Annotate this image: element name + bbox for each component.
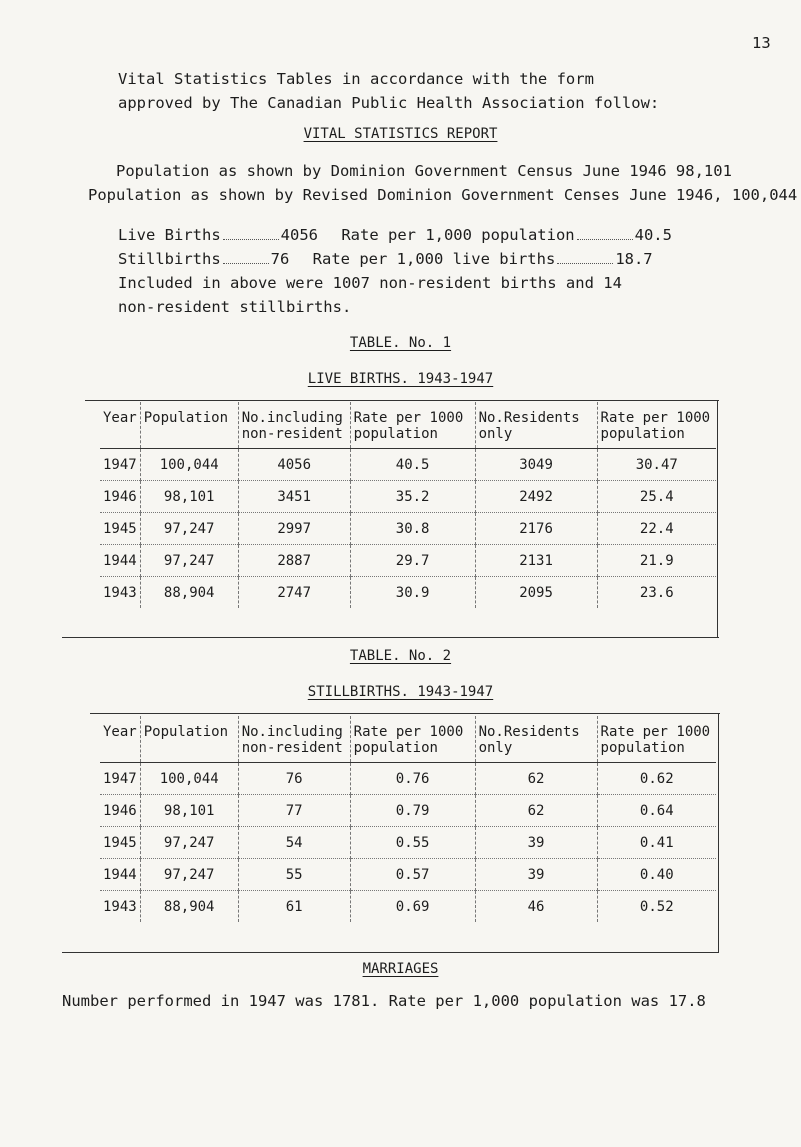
year-cell: 1946	[103, 802, 137, 819]
table2-header-residents: No.Residents only	[475, 716, 597, 763]
table2-right-rule	[718, 713, 719, 953]
table1-top-rule	[85, 400, 719, 401]
year-cell: 1947	[103, 456, 137, 473]
table-row	[100, 545, 716, 577]
resident-rate-cell: 22.4	[597, 513, 716, 545]
count-cell: 2997	[238, 513, 350, 545]
resident-rate-cell: 0.40	[597, 859, 716, 891]
table2-label: TABLE. No. 2	[349, 648, 452, 664]
live-births-label: Live Births	[118, 226, 221, 244]
resident-rate-cell: 23.6	[597, 577, 716, 609]
live-births-rate-value: 40.5	[634, 226, 672, 244]
rate-cell: 30.9	[350, 577, 475, 609]
table1-header-residents: No.Residents only	[475, 402, 597, 449]
rate-cell: 35.2	[350, 481, 475, 513]
intro-line-2: approved by The Canadian Public Health Association follow:	[118, 94, 660, 112]
note-line-2: non-resident stillbirths.	[118, 298, 352, 316]
marriages-title: MARRIAGES	[362, 961, 439, 977]
dot-leader	[223, 229, 279, 240]
population-cell: 97,247	[140, 859, 238, 891]
population-census-line: Population as shown by Dominion Government Census June 1946 98,101	[116, 162, 732, 180]
resident-rate-cell: 0.64	[597, 795, 716, 827]
stillbirths-rate-value: 18.7	[615, 250, 653, 268]
table1-label: TABLE. No. 1	[349, 335, 452, 351]
table1-header-including: No.including non-resident	[238, 402, 350, 449]
resident-count-cell: 39	[475, 827, 597, 859]
count-cell: 77	[238, 795, 350, 827]
resident-count-cell: 2095	[475, 577, 597, 609]
marriages-text: Number performed in 1947 was 1781. Rate per 1,000 population was 17.8	[62, 992, 706, 1010]
table2-stillbirths	[100, 716, 716, 922]
population-cell: 88,904	[140, 577, 238, 609]
year-cell: 1943	[103, 584, 137, 601]
table2-header-including: No.including non-resident	[238, 716, 350, 763]
year-cell: 1947	[103, 770, 137, 787]
table2-header-population: Population	[140, 716, 238, 763]
page-number: 13	[752, 34, 771, 52]
rate-cell: 29.7	[350, 545, 475, 577]
stillbirths-rate-label: Rate per 1,000 live births	[312, 250, 556, 268]
dot-leader	[577, 229, 633, 240]
rate-cell: 0.57	[350, 859, 475, 891]
table2-header-row	[100, 716, 716, 763]
count-cell: 2887	[238, 545, 350, 577]
live-births-value: 4056	[280, 226, 318, 244]
resident-rate-cell: 25.4	[597, 481, 716, 513]
year-cell: 1944	[103, 866, 137, 883]
resident-rate-cell: 0.62	[597, 763, 716, 795]
live-births-rate-label: Rate per 1,000 population	[341, 226, 575, 244]
resident-count-cell: 62	[475, 795, 597, 827]
table-row	[100, 577, 716, 609]
population-cell: 97,247	[140, 827, 238, 859]
count-cell: 2747	[238, 577, 350, 609]
stillbirths-label: Stillbirths	[118, 250, 221, 268]
table-row	[100, 859, 716, 891]
table1-live-births	[100, 402, 716, 608]
resident-count-cell: 2176	[475, 513, 597, 545]
table1-title: LIVE BIRTHS. 1943-1947	[307, 371, 494, 387]
population-cell: 100,044	[140, 449, 238, 481]
population-cell: 98,101	[140, 795, 238, 827]
count-cell: 55	[238, 859, 350, 891]
rate-cell: 40.5	[350, 449, 475, 481]
table-row	[100, 891, 716, 923]
rate-cell: 0.79	[350, 795, 475, 827]
rate-cell: 0.76	[350, 763, 475, 795]
year-cell: 1944	[103, 552, 137, 569]
table2-title: STILLBIRTHS. 1943-1947	[307, 684, 494, 700]
table1-header-row	[100, 402, 716, 449]
table-row	[100, 795, 716, 827]
resident-rate-cell: 0.41	[597, 827, 716, 859]
resident-count-cell: 46	[475, 891, 597, 923]
population-cell: 88,904	[140, 891, 238, 923]
table2-bottom-rule	[62, 952, 719, 953]
table-row	[100, 763, 716, 795]
year-cell: 1945	[103, 520, 137, 537]
table1-header-population: Population	[140, 402, 238, 449]
stillbirths-value: 76	[270, 250, 290, 268]
table-row	[100, 481, 716, 513]
count-cell: 76	[238, 763, 350, 795]
population-cell: 100,044	[140, 763, 238, 795]
resident-rate-cell: 0.52	[597, 891, 716, 923]
population-revised-line: Population as shown by Revised Dominion Government Censes June 1946, 100,044	[88, 186, 798, 204]
table2-header-rate: Rate per 1000 population	[350, 716, 475, 763]
table-row	[100, 449, 716, 481]
rate-cell: 30.8	[350, 513, 475, 545]
resident-rate-cell: 30.47	[597, 449, 716, 481]
resident-count-cell: 39	[475, 859, 597, 891]
table2-header-year: Year	[103, 724, 137, 740]
count-cell: 61	[238, 891, 350, 923]
intro-line-1: Vital Statistics Tables in accordance with the form	[118, 70, 594, 88]
table1-header-rate: Rate per 1000 population	[350, 402, 475, 449]
note-line-1: Included in above were 1007 non-resident births and 14	[118, 274, 622, 292]
table2-top-rule	[90, 713, 720, 714]
count-cell: 3451	[238, 481, 350, 513]
dot-leader	[557, 253, 613, 264]
year-cell: 1943	[103, 898, 137, 915]
year-cell: 1946	[103, 488, 137, 505]
resident-count-cell: 2492	[475, 481, 597, 513]
live-births-row	[118, 226, 672, 244]
table-row	[100, 827, 716, 859]
resident-count-cell: 3049	[475, 449, 597, 481]
population-cell: 97,247	[140, 545, 238, 577]
table1-right-rule	[717, 400, 718, 638]
count-cell: 54	[238, 827, 350, 859]
rate-cell: 0.69	[350, 891, 475, 923]
stillbirths-row	[118, 250, 653, 268]
resident-rate-cell: 21.9	[597, 545, 716, 577]
count-cell: 4056	[238, 449, 350, 481]
rate-cell: 0.55	[350, 827, 475, 859]
table-row	[100, 513, 716, 545]
dot-leader	[223, 253, 269, 264]
table1-header-resident-rate: Rate per 1000 population	[597, 402, 716, 449]
report-title: VITAL STATISTICS REPORT	[303, 126, 498, 142]
population-cell: 97,247	[140, 513, 238, 545]
table2-header-resident-rate: Rate per 1000 population	[597, 716, 716, 763]
table1-bottom-rule	[62, 637, 719, 638]
resident-count-cell: 62	[475, 763, 597, 795]
population-cell: 98,101	[140, 481, 238, 513]
resident-count-cell: 2131	[475, 545, 597, 577]
year-cell: 1945	[103, 834, 137, 851]
table1-header-year: Year	[103, 410, 137, 426]
